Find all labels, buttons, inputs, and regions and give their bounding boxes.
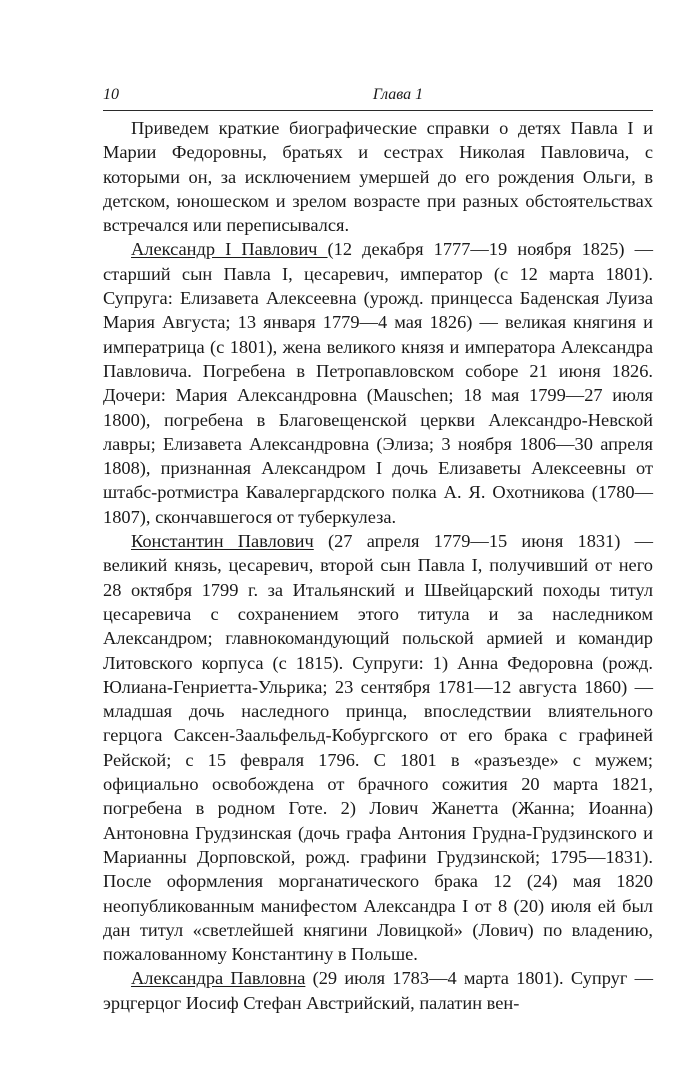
paragraph-alexandra <box>103 966 653 1015</box>
paragraph-alexander-i <box>103 237 653 529</box>
paragraph-text: Приведем краткие биографические справки о детях Павла I и Марии Федоровны, братьях и сестрах Николая Павловича, с которыми он, за исключением умершей до его рождения Ольги, в детском, юношеском и зрелом возрасте при разных обстоятельствах встречался или переписывался. <box>103 118 653 236</box>
page-number: 10 <box>103 86 119 103</box>
person-name-konstantin: Константин Павлович <box>131 531 314 552</box>
paragraph-text: (27 апреля 1779—15 июня 1831) — великий князь, цесаревич, второй сын Павла I, получивший от него 28 октября 1799 г. за Итальянский и Швейцарский походы титул цесаревича с сохранением этого титула и за наследником Александром; главнокомандующий польской армией и командир Литовского корпуса (с 1815). Супруги: 1) Анна Федоровна (рожд. Юлиана-Генриетта-Ульрика; 23 сентября 1781—12 августа 1860) — младшая дочь наследного принца, впоследствии влиятельного герцога Саксен-Заальфельд-Кобургского от его брака с графиней Рейской; с 15 февраля 1796. С 1801 в «разъезде» с мужем; официально освобождена от брачного сожития 20 марта 1821, погребена в родном Готе. 2) Лович Жанетта (Жанна; Иоанна) Антоновна Грудзинская (дочь графа Антония Грудна-Грудзинского и Марианны Дорповской, рожд. графини Грудзинской; 1795—1831). После оформления морганатического брака 12 (24) мая 1820 неопубликованным манифестом Александра I от 8 (20) июля ей был дан титул «светлейшей княгини Ловицкой» (Лович) по владению, пожалованному Константину в Польше. <box>103 531 653 965</box>
chapter-title: Глава 1 <box>372 86 424 103</box>
paragraph-text: (29 июля 1783—4 марта 1801). Супруг — эрцгерцог Иосиф Стефан Австрийский, палатин вен- <box>103 968 654 1013</box>
header-rule <box>103 110 653 111</box>
paragraph-konstantin <box>103 529 653 966</box>
person-name-alexander-i: Александр I Павлович <box>131 239 328 260</box>
paragraph-intro <box>103 116 653 237</box>
paragraph-text: (12 декабря 1777—19 ноября 1825) — старший сын Павла I, цесаревич, император (с 12 марта 1801). Супруга: Елизавета Алексеевна (урожд. принцесса Баденская Луиза Мария Августа; 13 января 1779—4 мая 1826) — великая княгиня и императрица (с 1801), жена великого князя и императора Александра Павловича. Погребена в Петропавловском соборе 21 июня 1826. Дочери: Мария Александровна (Mauschen; 18 мая 1799—27 июля 1800), погребена в Благовещенской церкви Александро-Невской лавры; Елизавета Александровна (Элиза; 3 ноября 1806—30 апреля 1808), признанная Александром I дочь Елизаветы Алексеевны от штабс-ротмистра Кавалергардского полка А. Я. Охотникова (1780—1807), скончавшегося от туберкулеза. <box>103 239 653 527</box>
person-name-alexandra: Александра Павловна <box>131 968 306 989</box>
body-text <box>103 116 653 1015</box>
running-head <box>103 84 653 106</box>
